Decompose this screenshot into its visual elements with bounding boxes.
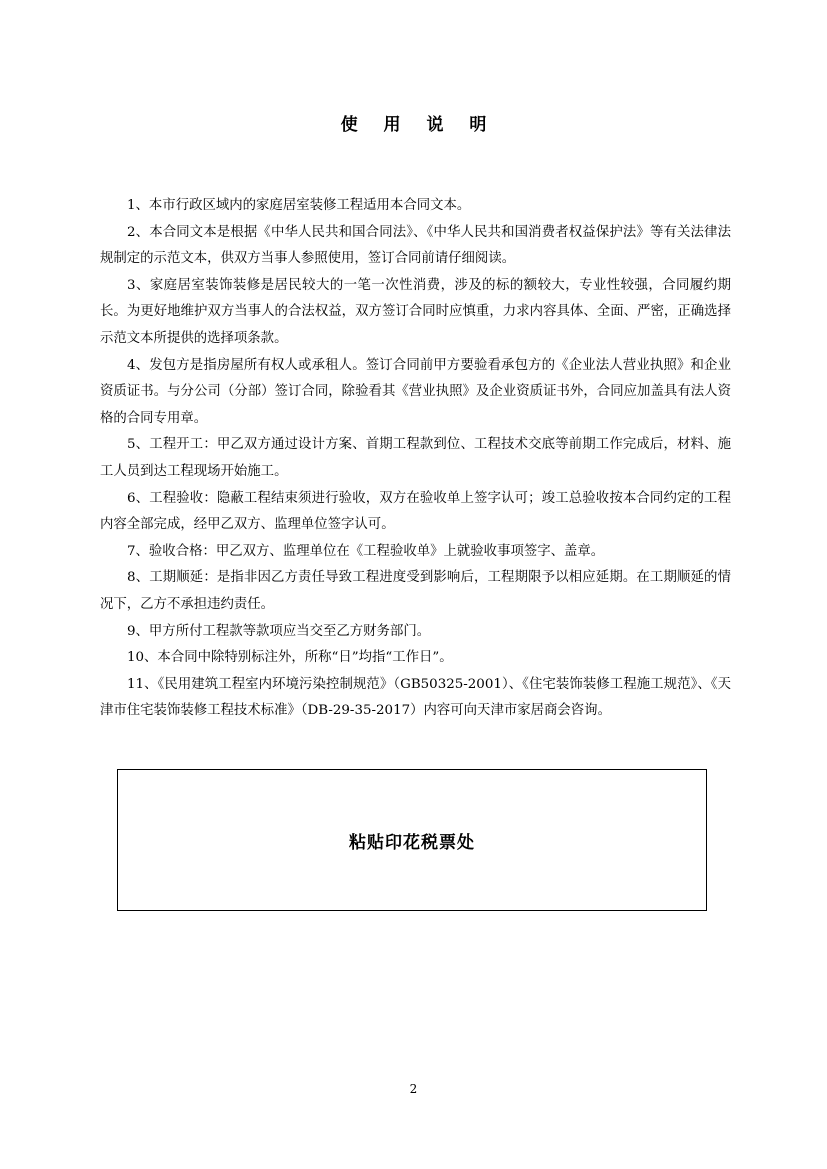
instruction-item-10: 10、本合同中除特别标注外，所称“日”均指“工作日”。: [127, 650, 453, 666]
instructions-body: [100, 193, 731, 725]
instruction-item-1: 1、本市行政区域内的家庭居室装修工程适用本合同文本。: [127, 198, 471, 213]
instruction-item-2: 2、本合同文本是根据《中华人民共和国合同法》、《中华人民共和国消费者权益保护法》等有关法律法规制定的示范文本，供双方当事人参照使用，签订合同前请仔细阅读。: [100, 224, 731, 267]
instruction-item-9: 9、甲方所付工程款等款项应当交至乙方财务部门。: [127, 623, 431, 639]
instruction-item-4: 4、发包方是指房屋所有权人或承租人。签订合同前甲方要验看承包方的《企业法人营业执照》和企业资质证书。与分公司（分部）签订合同，除验看其《营业执照》及企业资质证书外，合同应加盖具有法人资格的合同专用章。: [100, 357, 731, 426]
stamp-box: [117, 769, 707, 911]
instruction-item-11: 11、《民用建筑工程室内环境污染控制规范》（GB50325-2001）、《住宅装饰装修工程施工规范》、《天津市住宅装饰装修工程技术标准》（DB-29-35-2017）内容可向天津市家居商会咨询。: [100, 676, 731, 719]
instruction-item-6: 6、工程验收：隐蔽工程结束须进行验收，双方在验收单上签字认可；竣工总验收按本合同约定的工程内容全部完成，经甲乙双方、监理单位签字认可。: [100, 490, 731, 533]
instruction-item-5: 5、工程开工：甲乙双方通过设计方案、首期工程款到位、工程技术交底等前期工作完成后，材料、施工人员到达工程现场开始施工。: [100, 437, 731, 479]
page-number: 2: [409, 1082, 418, 1096]
instruction-item-8: 8、工期顺延：是指非因乙方责任导致工程进度受到影响后，工程期限予以相应延期。在工期顺延的情况下，乙方不承担违约责任。: [100, 570, 731, 612]
stamp-box-label: 粘贴印花税票处: [349, 832, 475, 853]
instruction-item-7: 7、验收合格：甲乙双方、监理单位在《工程验收单》上就验收事项签字、盖章。: [127, 543, 605, 559]
instruction-item-3: 3、家庭居室装饰装修是居民较大的一笔一次性消费，涉及的标的额较大，专业性较强，合同履约期长。为更好地维护双方当事人的合法权益，双方签订合同时应慎重，力求内容具体、全面、严密，正确选择示范文本所提供的选择项条款。: [100, 277, 731, 346]
page-title: 使 用 说 明: [340, 115, 497, 135]
